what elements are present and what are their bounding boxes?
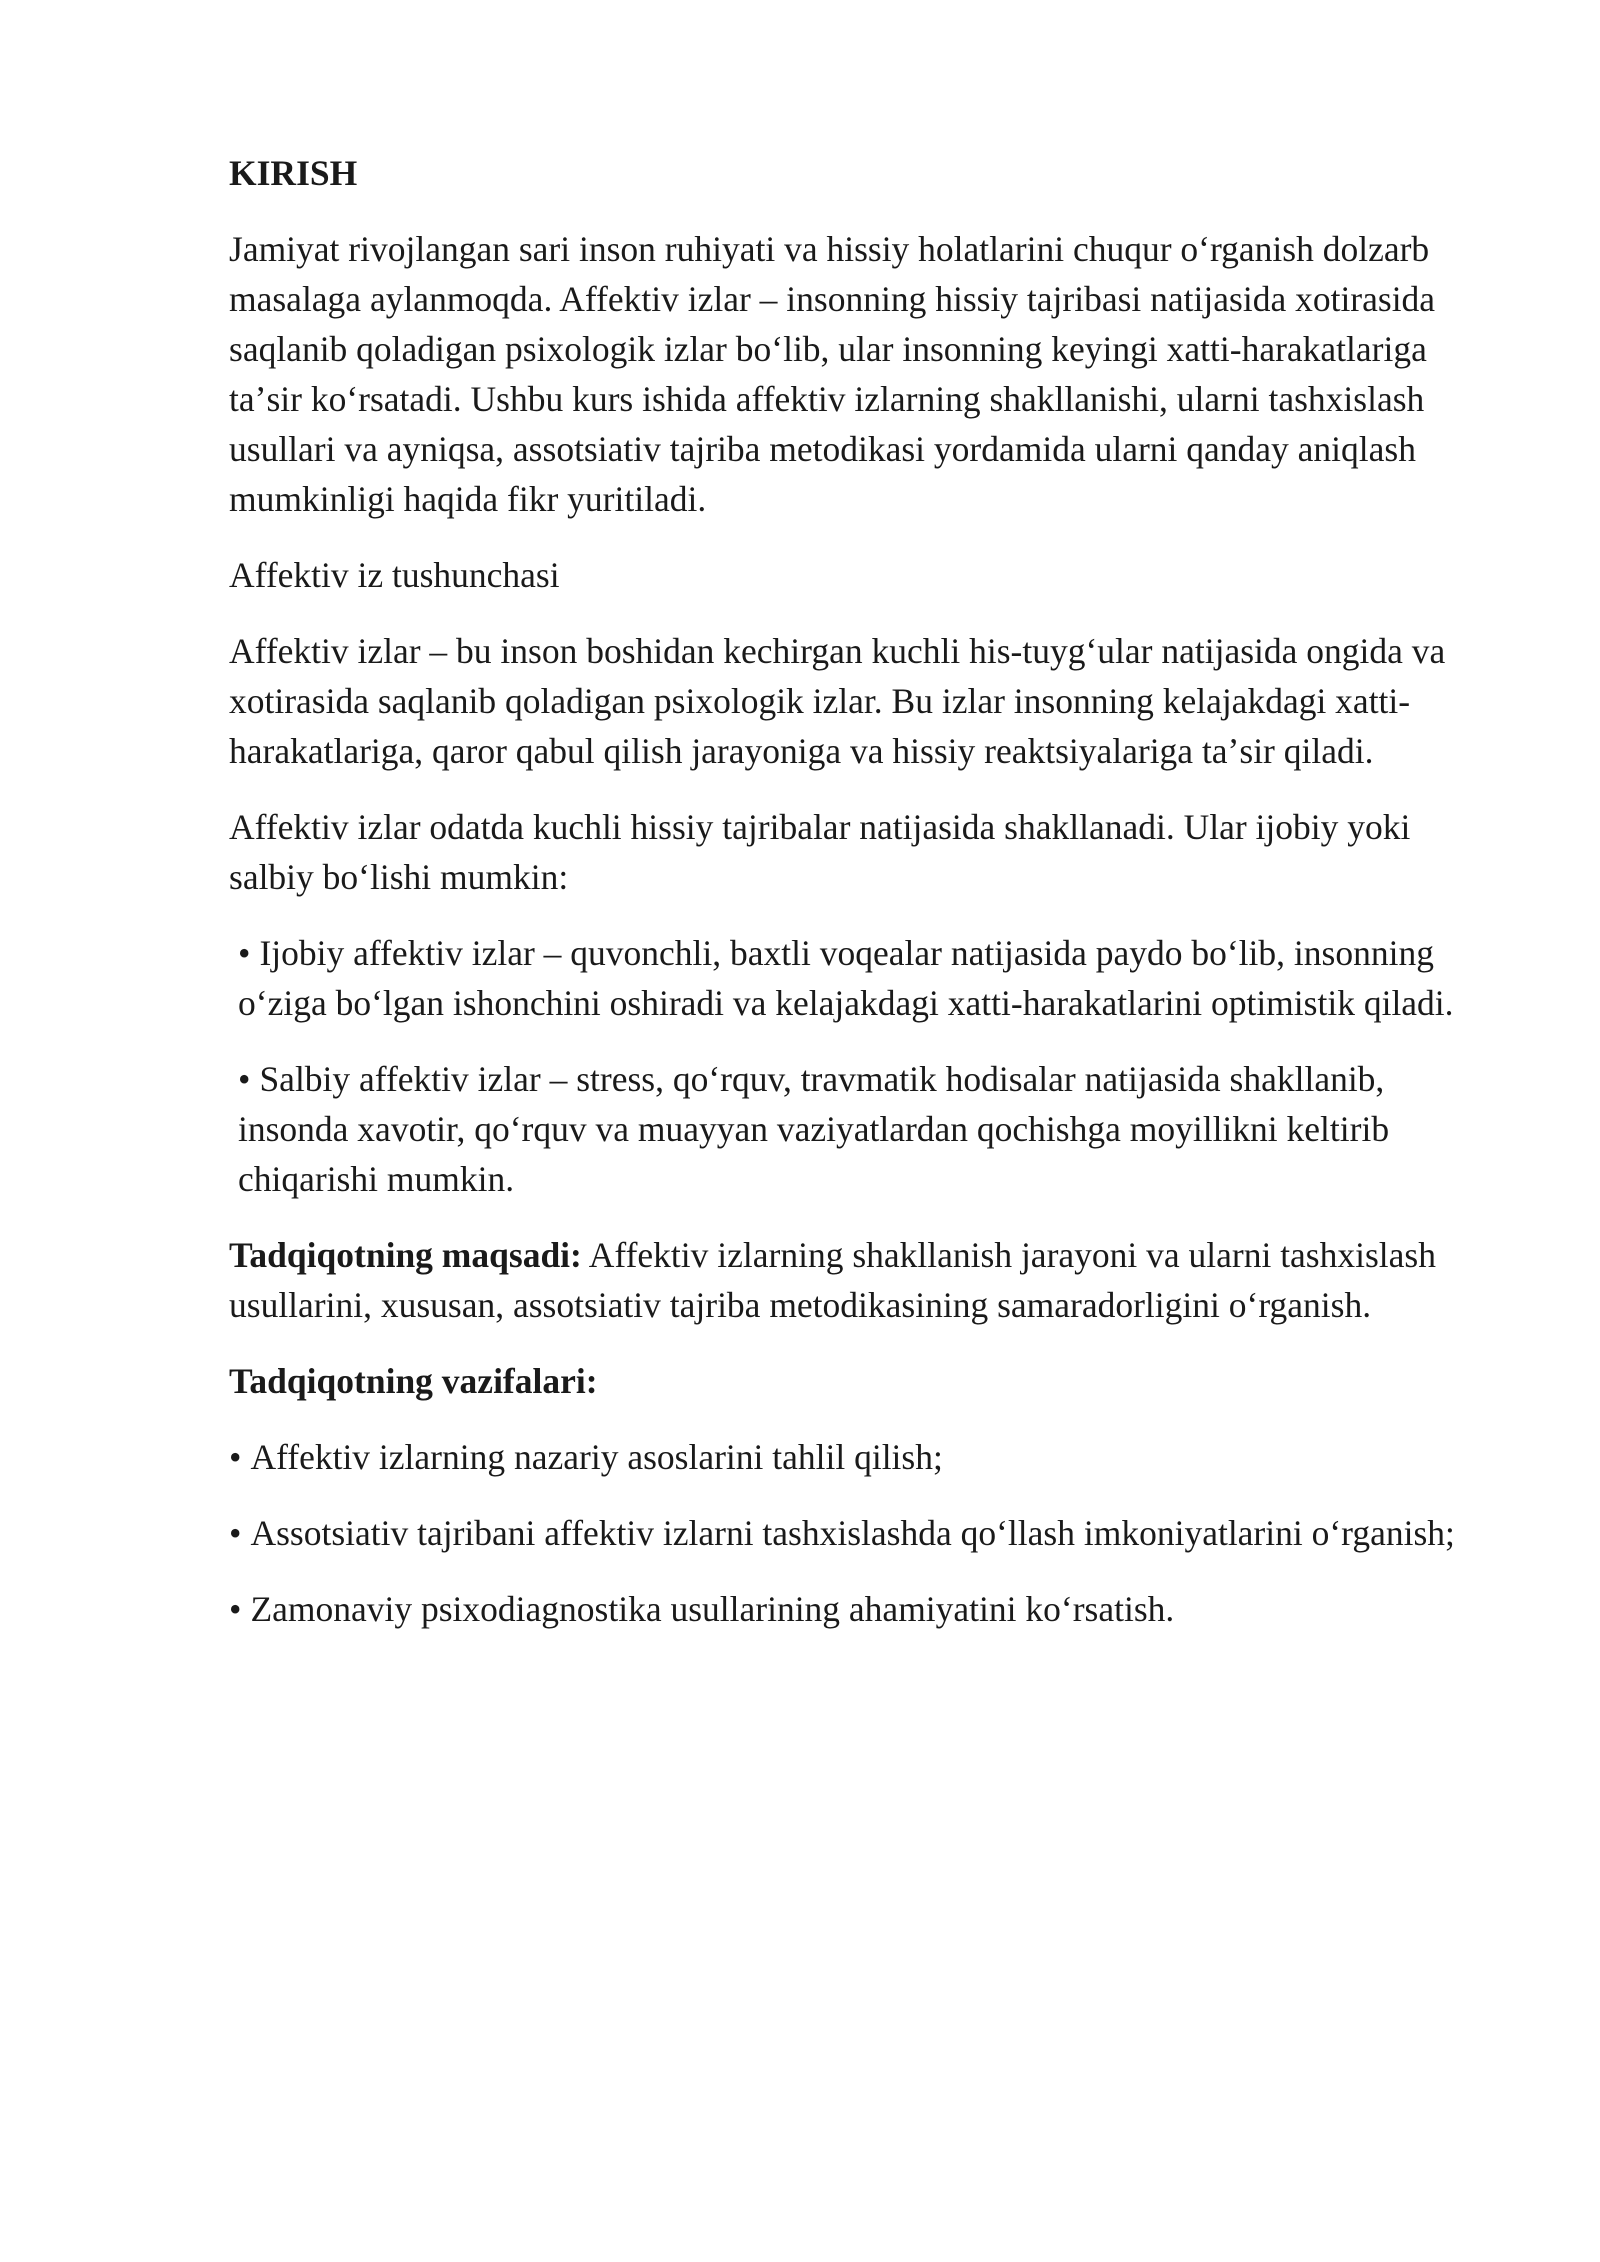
task-item [229, 1432, 1494, 1482]
list-item-positive [229, 928, 1494, 1028]
formation-paragraph: Affektiv izlar odatda kuchli hissiy tajribalar natijasida shakllanadi. Ular ijobiy yoki salbiy boʻlishi mumkin: [229, 807, 1411, 897]
tasks-heading: Tadqiqotning vazifalari: [229, 1361, 598, 1401]
task-text: Zamonaviy psixodiagnostika usullarining ahamiyatini koʻrsatish. [250, 1589, 1175, 1629]
bullet-icon: • [229, 1513, 242, 1553]
list-item-text: Ijobiy affektiv izlar – quvonchli, baxtli voqealar natijasida paydo boʻlib, insonning oʻziga boʻlgan ishonchini oshiradi va kelajakdagi xatti-harakatlarini optimistik qiladi. [238, 933, 1454, 1023]
page-title: KIRISH [229, 153, 358, 193]
list-item-text: Salbiy affektiv izlar – stress, qoʻrquv, travmatik hodisalar natijasida shakllanib, insonda xavotir, qoʻrquv va muayyan vaziyatlardan qochishga moyillikni keltirib chiqarishi mumkin. [238, 1059, 1390, 1199]
document-page [229, 148, 1494, 1660]
intro-paragraph: Jamiyat rivojlangan sari inson ruhiyati va hissiy holatlarini chuqur oʻrganish dolzarb masalaga aylanmoqda. Affektiv izlar – insonning hissiy tajribasi natijasida xotirasida saqlanib qoladigan psixologik izlar boʻlib, ular insonning keyingi xatti-harakatlariga taʼsir koʻrsatadi. Ushbu kurs ishida affektiv izlarning shakllanishi, ularni tashxislash usullari va ayniqsa, assotsiativ tajriba metodikasi yordamida ularni qanday aniqlash mumkinligi haqida fikr yuritiladi. [229, 229, 1436, 519]
bullet-icon: • [229, 1437, 242, 1477]
bullet-icon: • [229, 1589, 242, 1629]
bullet-icon: • [238, 933, 251, 973]
definition-paragraph: Affektiv izlar – bu inson boshidan kechirgan kuchli his-tuygʻular natijasida ongida va xotirasida saqlanib qoladigan psixologik izlar. Bu izlar insonning kelajakdagi xatti-harakatlariga, qaror qabul qilish jarayoniga va hissiy reaktsiyalariga taʼsir qiladi. [229, 631, 1446, 771]
goal-paragraph [229, 1230, 1494, 1330]
bullet-icon: • [238, 1059, 251, 1099]
section-subheading: Affektiv iz tushunchasi [229, 555, 560, 595]
list-item-negative [229, 1054, 1494, 1204]
goal-text: Affektiv izlarning shakllanish jarayoni va ularni tashxislash usullarini, xususan, assotsiativ tajriba metodikasining samaradorligini oʻrganish. [229, 1235, 1436, 1325]
task-item [229, 1508, 1494, 1558]
goal-label: Tadqiqotning maqsadi: [229, 1235, 582, 1275]
task-item [229, 1584, 1494, 1634]
task-text: Affektiv izlarning nazariy asoslarini tahlil qilish; [250, 1437, 943, 1477]
task-text: Assotsiativ tajribani affektiv izlarni tashxislashda qoʻllash imkoniyatlarini oʻrganish; [250, 1513, 1455, 1553]
